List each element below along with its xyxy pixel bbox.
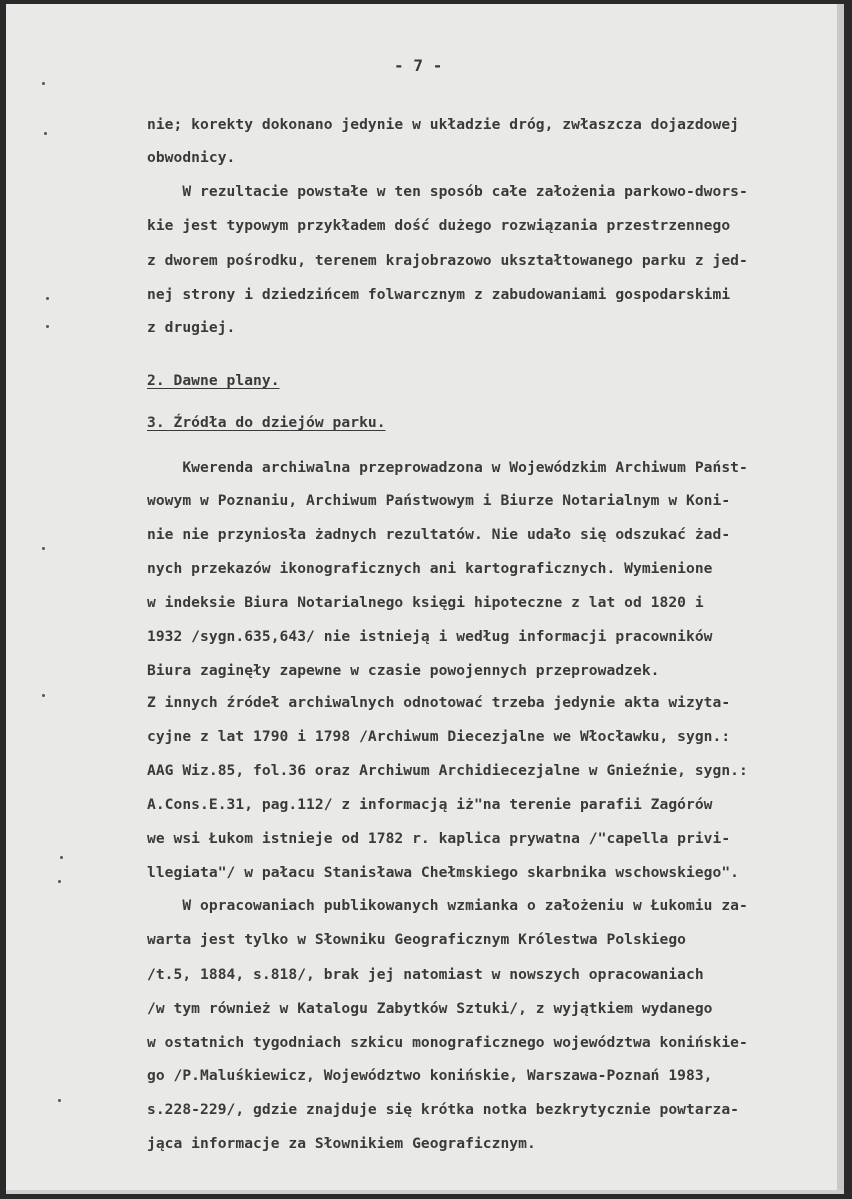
margin-speck (42, 82, 45, 85)
margin-speck (42, 694, 45, 697)
margin-speck (58, 1099, 61, 1102)
margin-speck (46, 297, 49, 300)
document-page (6, 4, 844, 1194)
margin-speck (58, 880, 61, 883)
text-line: /w tym również w Katalogu Zabytków Sztuki/, z wyjątkiem wydanego (147, 1000, 713, 1017)
text-line: Kwerenda archiwalna przeprowadzona w Wojewódzkim Archiwum Państ- (147, 459, 748, 476)
page-bottom-edge (6, 1190, 844, 1194)
text-line: nie; korekty dokonano jedynie w układzie dróg, zwłaszcza dojazdowej (147, 116, 740, 133)
text-line: z drugiej. (147, 319, 236, 336)
text-line: cyjne z lat 1790 i 1798 /Archiwum Diecezjalne we Włocławku, sygn.: (147, 728, 731, 745)
text-line: jąca informacje za Słownikiem Geograficznym. (147, 1135, 536, 1152)
text-line: nych przekazów ikonograficznych ani kartograficznych. Wymienione (147, 560, 713, 577)
text-line: obwodnicy. (147, 149, 236, 166)
text-line: nej strony i dziedzińcem folwarcznym z zabudowaniami gospodarskimi (147, 286, 731, 303)
text-line: wowym w Poznaniu, Archiwum Państwowym i Biurze Notarialnym w Koni- (147, 492, 731, 509)
text-line: W rezultacie powstałe w ten sposób całe założenia parkowo-dwors- (147, 183, 748, 200)
text-line: AAG Wiz.85, fol.36 oraz Archiwum Archidiecezjalne w Gnieźnie, sygn.: (147, 762, 748, 779)
text-line: warta jest tylko w Słowniku Geograficznym Królestwa Polskiego (147, 931, 687, 948)
section-heading: 2. Dawne plany. (147, 372, 280, 389)
text-line: 1932 /sygn.635,643/ nie istnieją i według informacji pracowników (147, 628, 713, 645)
section-heading: 3. Źródła do dziejów parku. (147, 414, 386, 431)
margin-speck (60, 856, 63, 859)
text-line: /t.5, 1884, s.818/, brak jej natomiast w nowszych opracowaniach (147, 966, 704, 983)
text-line: go /P.Maluśkiewicz, Województwo konińskie, Warszawa-Poznań 1983, (147, 1067, 713, 1084)
text-line: we wsi Łukom istnieje od 1782 r. kaplica prywatna /"capella privi- (147, 830, 731, 847)
text-line: Z innych źródeł archiwalnych odnotować trzeba jedynie akta wizyta- (147, 694, 731, 711)
text-line: w ostatnich tygodniach szkicu monograficznego województwa konińskie- (147, 1034, 748, 1051)
margin-speck (46, 325, 49, 328)
margin-speck (44, 132, 47, 135)
text-line: nie nie przyniosła żadnych rezultatów. Nie udało się odszukać żad- (147, 526, 731, 543)
text-line: w indeksie Biura Notarialnego księgi hipoteczne z lat od 1820 i (147, 594, 704, 611)
text-line: W opracowaniach publikowanych wzmianka o założeniu w Łukomiu za- (147, 897, 748, 914)
margin-speck (42, 547, 45, 550)
text-line: A.Cons.E.31, pag.112/ z informacją iż"na terenie parafii Zagórów (147, 796, 713, 813)
page-edge-shadow (837, 4, 844, 1194)
text-line: Biura zaginęły zapewne w czasie powojennych przeprowadzek. (147, 662, 660, 679)
text-line: s.228-229/, gdzie znajduje się krótka notka bezkrytycznie powtarza- (147, 1101, 740, 1118)
text-line: llegiata"/ w pałacu Stanisława Chełmskiego skarbnika wschowskiego". (147, 864, 740, 881)
text-line: kie jest typowym przykładem dość dużego rozwiązania przestrzennego (147, 217, 731, 234)
text-line: z dworem pośrodku, terenem krajobrazowo ukształtowanego parku z jed- (147, 252, 748, 269)
page-number: - 7 - (394, 56, 443, 75)
